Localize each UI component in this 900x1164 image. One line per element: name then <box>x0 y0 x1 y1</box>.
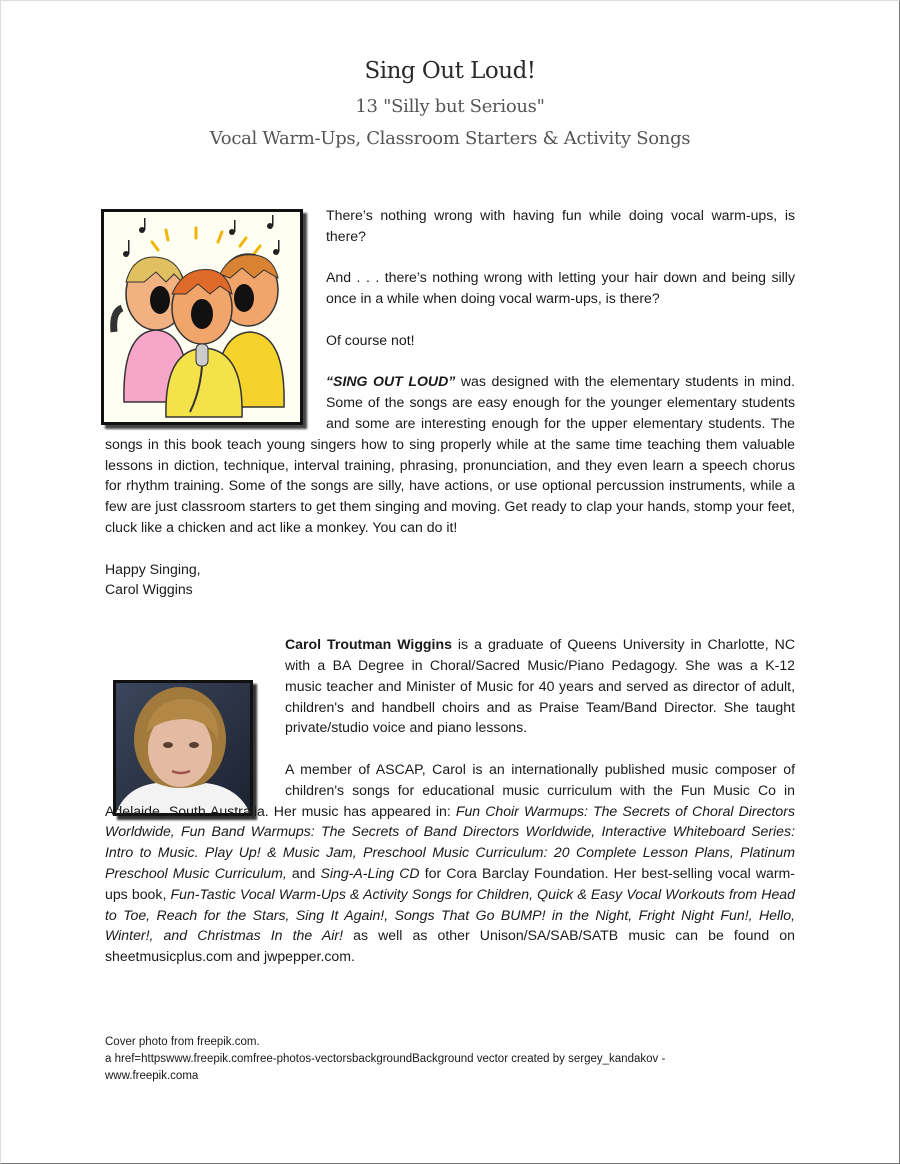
credit-line-1: Cover photo from freepik.com. <box>105 1036 260 1048</box>
bio-p2-titles-3: Fun-Tastic Vocal Warm-Ups & Activity Songs for Children, Quick & Easy Vocal Workouts from Head to Toe, Reach for the Stars, Sing It Again!, Songs That Go BUMP! in the Night, Fright Night Fun!, Hello, Winter!, and Christmas In the Air! <box>105 885 795 944</box>
bio-p2-titles-2: Sing-A-Ling CD <box>320 864 420 881</box>
subtitle-line-2: Vocal Warm-Ups, Classroom Starters & Activity Songs <box>209 128 691 149</box>
illustration-wrap-space <box>102 205 302 431</box>
credit-line-3: www.freepik.coma <box>105 1070 199 1082</box>
author-name: Carol Troutman Wiggins <box>285 636 452 653</box>
photo-credits <box>105 1034 795 1085</box>
subtitle-line-1: 13 "Silly but Serious" <box>355 96 545 117</box>
main-text <box>105 205 795 988</box>
intro-paragraph-4-text: was designed with the elementary students in mind. Some of the songs are easy enough for the younger elementary students and some are interesting enough for the upper elementary students. The songs in this book teach young singers how to sing properly while at the same time teaching them valuable lessons in diction, technique, interval training, phrasing, pronunciation, and they even learn a speech chorus for rhythm training. Some of the songs are silly, have actions, or use optional percussion instruments, while a few are just classroom starters to get them singing and moving. Get ready to clap your hands, stomp your feet, cluck like a chicken and act like a monkey. You can do it! <box>105 373 795 535</box>
bio-p2-g: as well as other Unison/SA/SAB/SATB music can be found on sheetmusicplus.com and jwpepper.com. <box>105 927 795 965</box>
bio-p2-c: and <box>286 864 321 881</box>
bio-p2-titles-1: Fun Choir Warmups: The Secrets of Choral Directors Worldwide, Fun Band Warmups: The Secrets of Band Directors Worldwide, Interactive Whiteboard Series: Intro to Music. Play Up! & Music Jam, Preschool Music Curriculum: 20 Complete Lesson Plans, Platinum Preschool Music Curriculum, <box>105 802 795 881</box>
signoff-line-2: Carol Wiggins <box>105 581 193 598</box>
intro-paragraph-3: Of course not! <box>326 331 415 348</box>
signoff-line-1: Happy Singing, <box>105 560 201 577</box>
bio-paragraph-1-text: is a graduate of Queens University in Charlotte, NC with a BA Degree in Choral/Sacred Music/Piano Pedagogy. She was a K-12 music teacher and Minister of Music for 40 years and served as director of adult, children's and handbell choirs and as Praise Team/Band Director. She taught private/studio voice and piano lessons. <box>285 636 795 736</box>
section-spacer <box>105 600 795 634</box>
book-title-emphasis: “SING OUT LOUD” <box>326 373 456 390</box>
photo-wrap-space <box>111 634 259 786</box>
bio-p2-e: for Cora Barclay Foundation. Her best-selling vocal warm-ups book, <box>105 864 795 902</box>
credit-line-2: a href=httpswww.freepik.comfree-photos-vectorsbackgroundBackground vector created by sergey_kandakov - <box>105 1053 666 1065</box>
signoff <box>105 559 795 601</box>
page-title: Sing Out Loud! <box>364 58 536 84</box>
bio-paragraph-2 <box>105 759 795 967</box>
intro-paragraph-2: And . . . there’s nothing wrong with letting your hair down and being silly once in a while when doing vocal warm-ups, is there? <box>326 269 795 307</box>
intro-paragraph-1: There’s nothing wrong with having fun while doing vocal warm-ups, is there? <box>326 207 795 244</box>
bio-p2-a: A member of ASCAP, Carol is an internationally published music composer of children's songs for educational music curriculum with the Fun Music Co in Adelaide, South Australia. Her music has appeared in: <box>105 760 795 819</box>
